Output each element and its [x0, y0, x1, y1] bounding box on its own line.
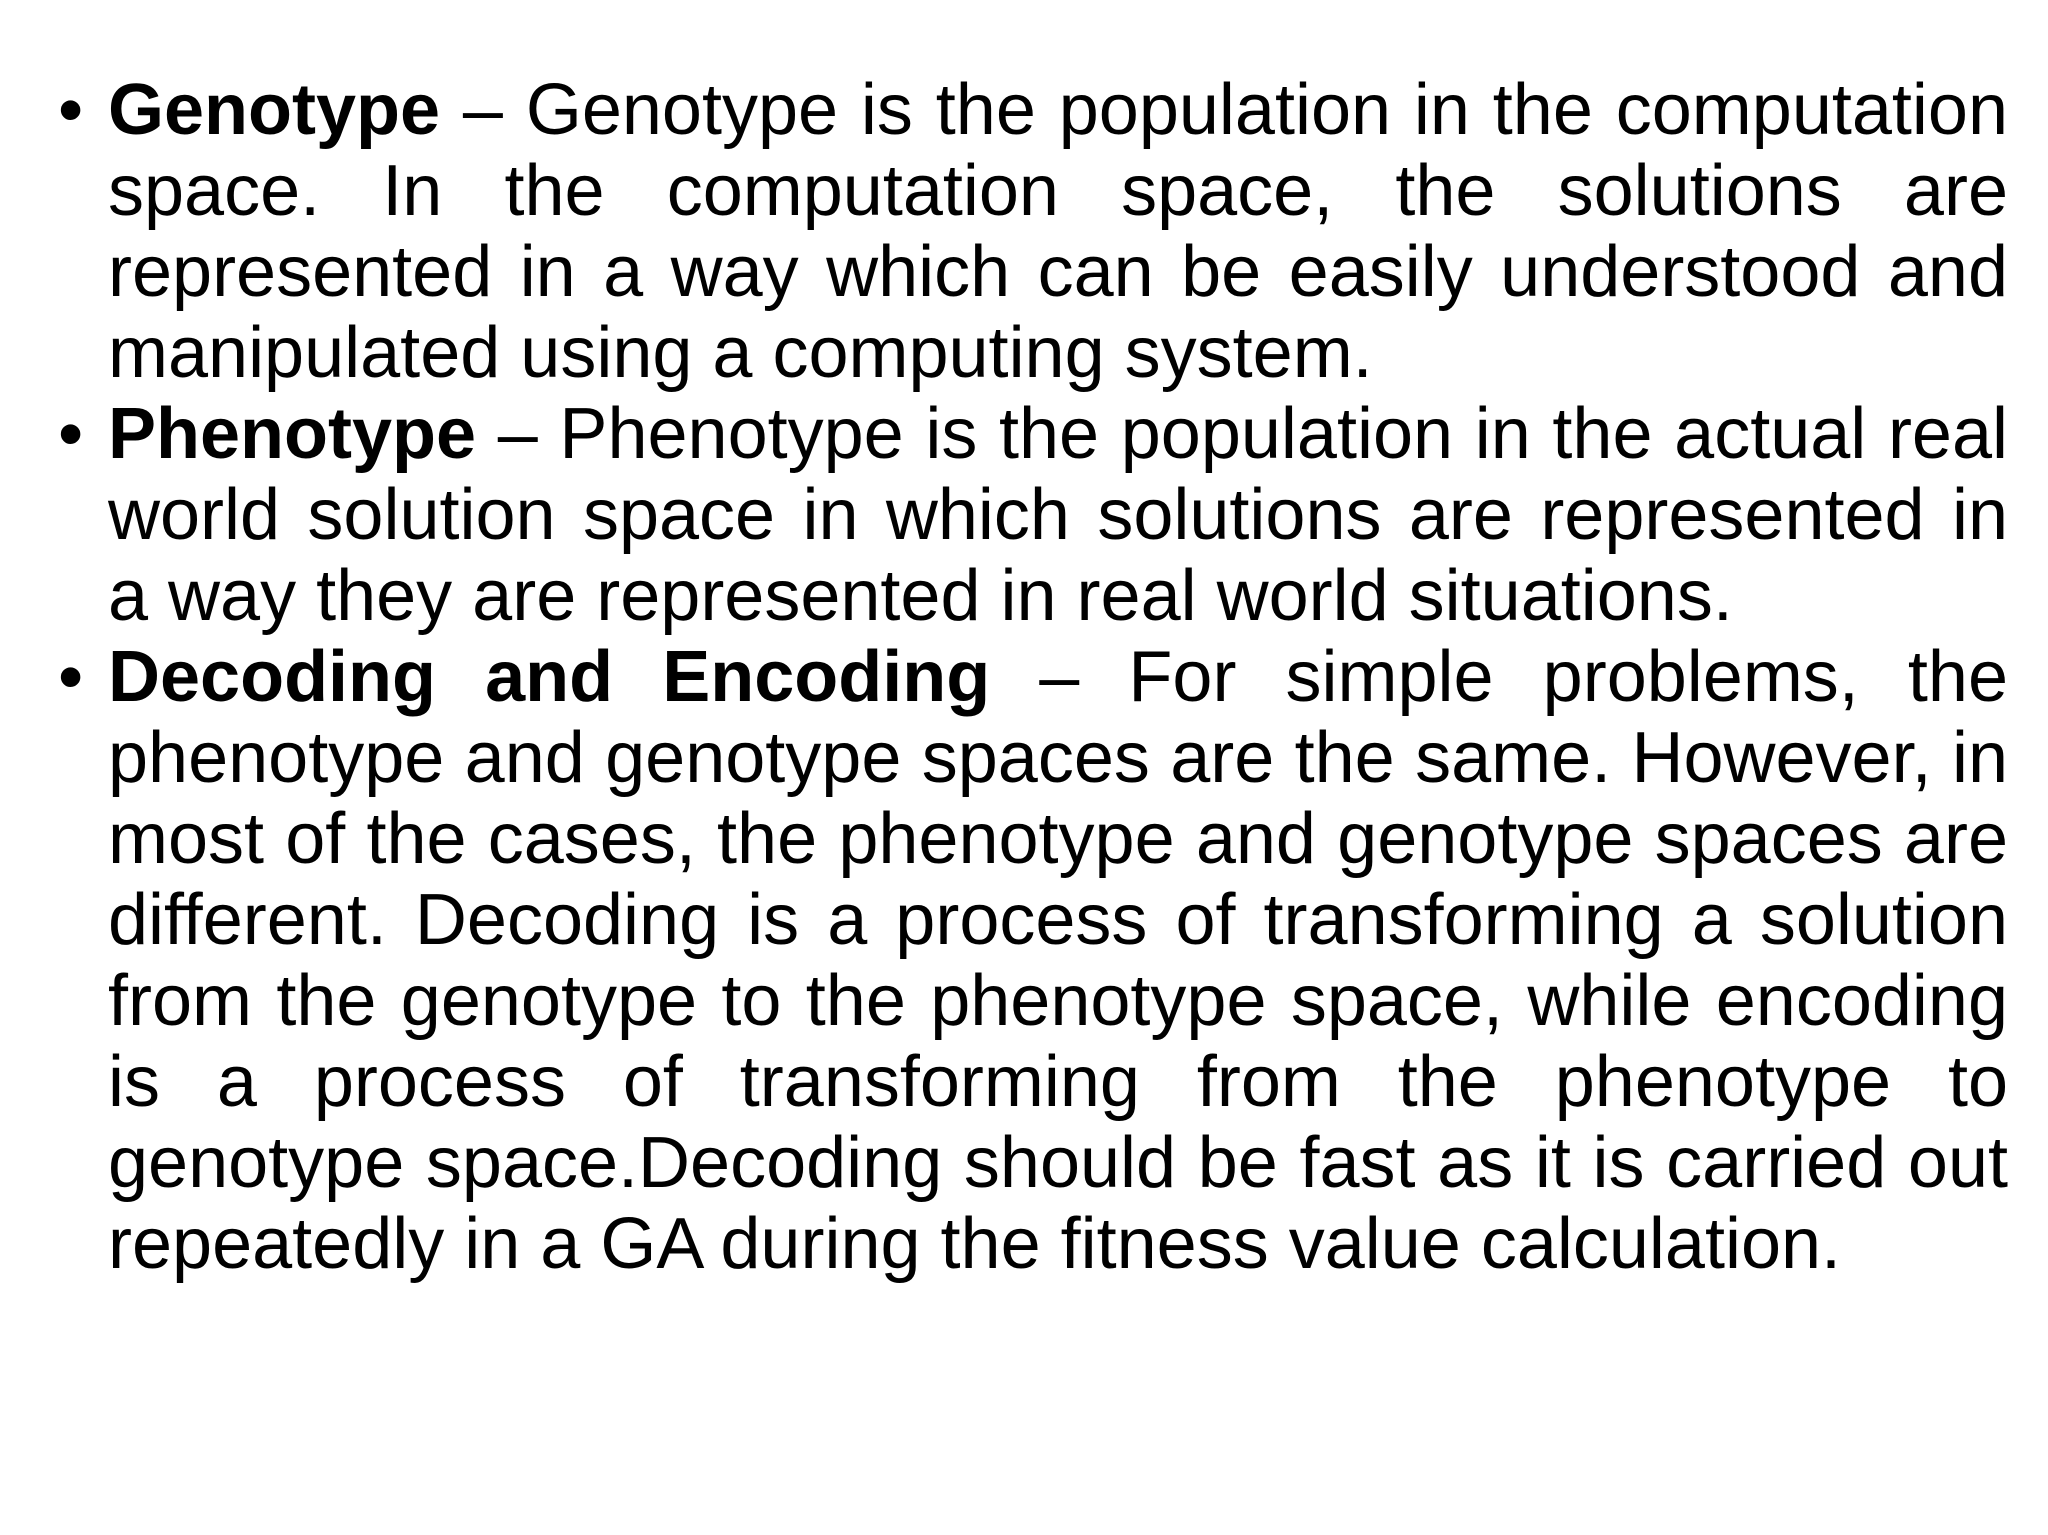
bullet-item-genotype — [58, 70, 2008, 394]
definition-text: – For simple problems, the phenotype and genotype spaces are the same. However, in most of the cases, the phenotype and genotype spaces are different. Decoding is a process of transforming a solution from the genotype to the phenotype space, while encoding is a process of transforming from the phenotype to genotype space.Decoding should be fast as it is carried out repeatedly in a GA during the fitness value calculation. — [108, 637, 2008, 1284]
bullet-icon: • — [58, 637, 84, 717]
bullet-item-decoding-encoding — [58, 637, 2008, 1285]
term-label: Genotype — [108, 70, 441, 150]
term-label: Decoding and Encoding — [108, 637, 991, 717]
bullet-icon: • — [58, 394, 84, 474]
definition-text: – Genotype is the population in the computation space. In the computation space, the solutions are represented in a way which can be easily understood and manipulated using a computing system. — [108, 70, 2008, 393]
bullet-item-phenotype — [58, 394, 2008, 637]
bullet-list — [58, 70, 2008, 1285]
bullet-icon: • — [58, 70, 84, 150]
definition-text: – Phenotype is the population in the actual real world solution space in which solutions are represented in a way they are represented in real world situations. — [108, 394, 2008, 636]
term-label: Phenotype — [108, 394, 477, 474]
